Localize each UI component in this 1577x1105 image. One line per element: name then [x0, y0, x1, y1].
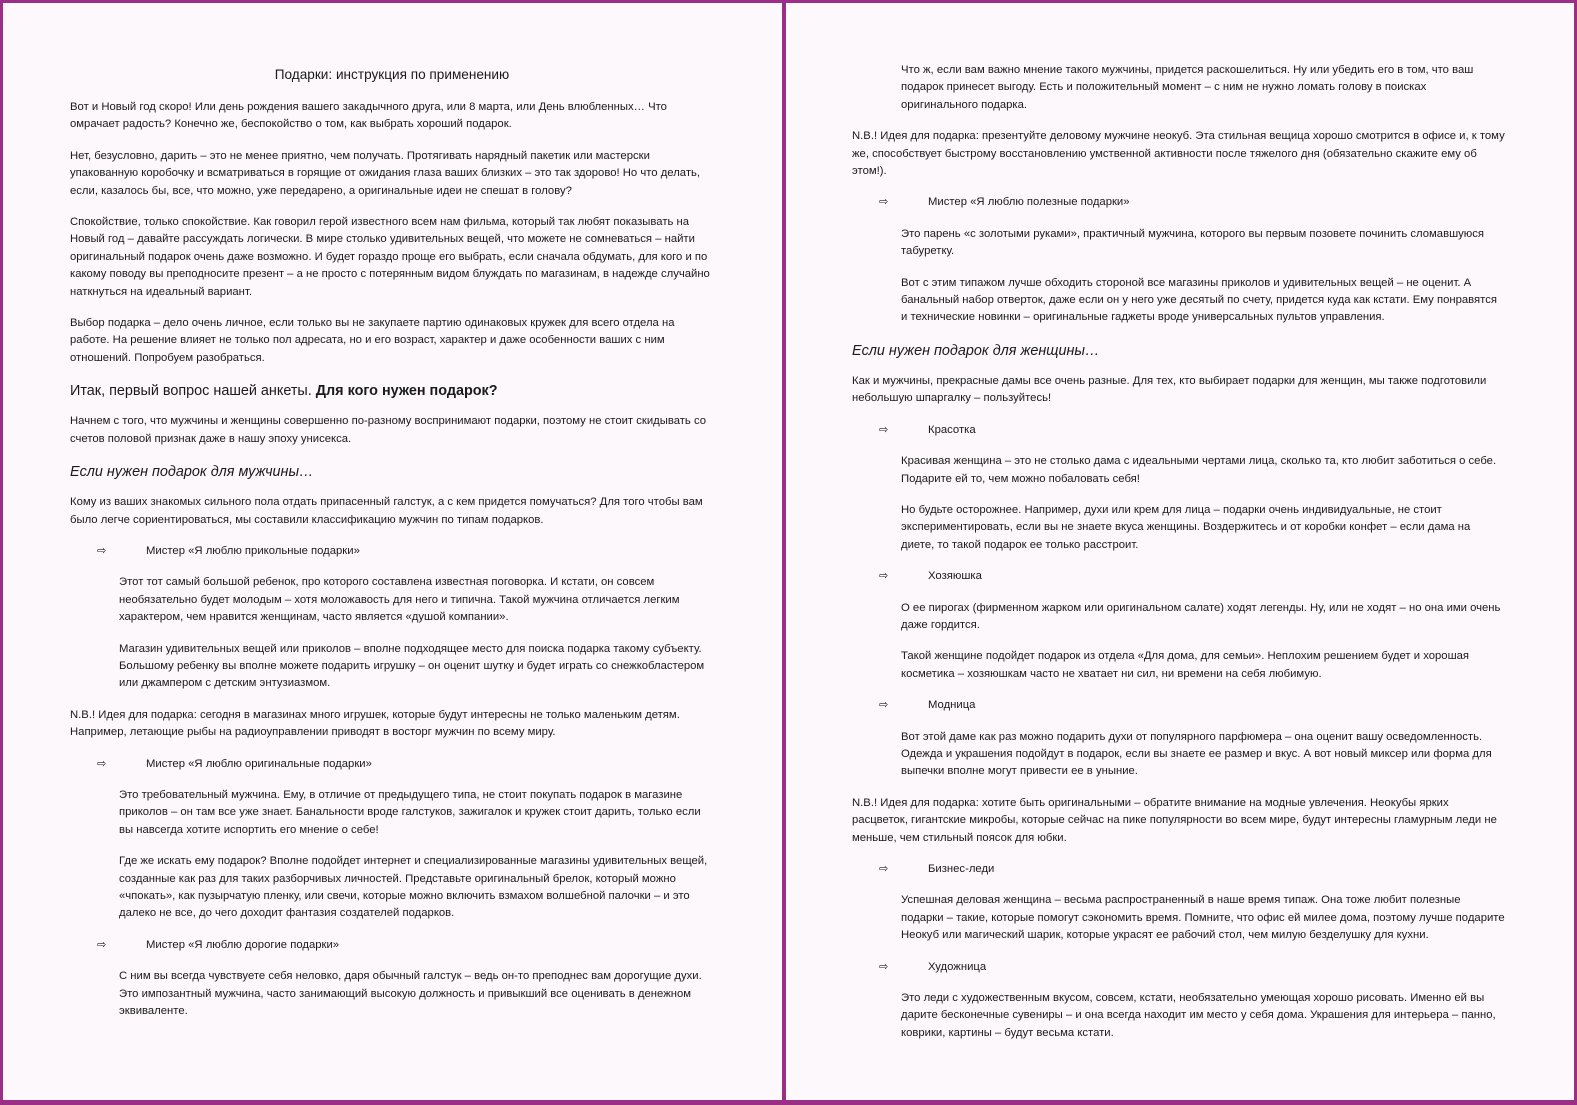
list-item-label: Мистер «Я люблю полезные подарки» — [928, 196, 1130, 209]
list-item — [879, 568, 1506, 585]
paragraph: Магазин удивительных вещей или приколов – вполне подходящее место для поиска подарка такому субъекту. Большому ребенку вы вполне можете подарить игрушку – он оценит шутку и будет играть со снежкобластером или джампером с детским энтузиазмом. — [119, 642, 705, 690]
arrow-right-icon: ⇨ — [879, 570, 889, 583]
list-item — [879, 422, 1506, 439]
document-title: Подарки: инструкция по применению — [274, 67, 510, 82]
paragraph: Этот тот самый большой ребенок, про которого составлена известная поговорка. И кстати, он совсем необязательно будет молодым – хотя моложавость для него и типична. Такой мужчина отличается легким характером, чем нравится женщинам, часто является «душой компании». — [119, 576, 680, 624]
nb-paragraph: N.B.! Идея для подарка: хотите быть оригинальными – обратите внимание на модные увлечения. Неокубы ярких расцветок, гигантские микробы, которые сейчас на пике популярности во всем мире, будут интересны гламурным леди не меньше, чем стильный поясок для юбки. — [852, 796, 1497, 844]
arrow-right-icon: ⇨ — [879, 423, 889, 436]
section-heading-plain: Итак, первый вопрос нашей анкеты. — [70, 383, 316, 400]
paragraph: Спокойствие, только спокойствие. Как говорил герой известного всем нам фильма, который так любят показывать на Новый год – давайте рассуждать логически. В мире столько удивительных вещей, что можете не сомневаться – найти оригинальный подарок очень даже возможно. И будет гораздо проще его выбрать, если сначала обдумать, для кого и по какому поводу вы преподносите презент – а не просто с потерянным видом блуждать по магазинам, в надежде случайно наткнуться на идеальный вариант. — [70, 216, 710, 298]
list-item — [97, 543, 714, 560]
list-item-label: Художница — [928, 960, 987, 973]
arrow-right-icon: ⇨ — [879, 699, 889, 712]
paragraph: Это леди с художественным вкусом, совсем, кстати, необязательно умеющая хорошо рисовать. Именно ей вы дарите бесконечные сувениры – и она всегда находит им место у себя дома. Украшения для интерьера – панно, коврики, картины – будут весьма кстати. — [901, 992, 1496, 1039]
list-item-label: Хозяюшка — [928, 570, 982, 583]
paragraph: С ним вы всегда чувствуете себя неловко, даря обычный галстук – ведь он-то преподнес вам дорогущие духи. Это импозантный мужчина, часто занимающий высокую должность и привыкший все оценивать в денежном эквиваленте. — [119, 970, 702, 1018]
arrow-right-icon: ⇨ — [879, 863, 889, 875]
page-right — [786, 3, 1574, 1100]
list-item-label: Модница — [928, 699, 976, 712]
paragraph: Что ж, если вам важно мнение такого мужчины, придется раскошелиться. Ну или убедить его в том, что ваш подарок принесет выгоду. Есть и положительный момент – с ним не нужно ломать голову в поисках оригинального подарка. — [901, 64, 1474, 111]
arrow-right-icon: ⇨ — [879, 960, 889, 973]
paragraph: Это требовательный мужчина. Ему, в отличие от предыдущего типа, не стоит покупать подарок в магазине приколов – он там все уже знает. Банальности вроде галстуков, зажигалок и кружек стоит дарить, только если вы навсегда хотите испортить его мнение о себе! — [119, 788, 701, 836]
list-item — [97, 937, 714, 954]
list-item-label: Красотка — [928, 423, 976, 436]
paragraph: Красивая женщина – это не столько дама с идеальными чертами лица, сколько та, кто любит заботиться о себе. Подарите ей то, чем можно побаловать себя! — [901, 455, 1497, 485]
nb-paragraph: N.B.! Идея для подарка: презентуйте деловому мужчине неокуб. Эта стильная вещица хорошо смотрится в офисе и, к тому же, способствует быстрому восстановлению умственной активности после тяжелого дня (обязательно скажите ему об этом!). — [852, 130, 1505, 178]
page-left — [3, 3, 782, 1100]
paragraph: Вот и Новый год скоро! Или день рождения вашего закадычного друга, или 8 марта, или День влюбленных… Что омрачает радость? Конечно же, беспокойство о том, как выбрать хороший подарок. — [70, 101, 667, 131]
paragraph: О ее пирогах (фирменном жарком или оригинальном салате) ходят легенды. Ну, или не ходят – но она ими очень даже гордится. — [901, 601, 1501, 631]
paragraph: Вот с этим типажом лучше обходить стороной все магазины приколов и удивительных вещей – не оценит. А банальный набор отверток, даже если он у него уже десятый по счету, придется куда как кстати. Ему понравятся и технические новинки – оригинальные гаджеты вроде универсальных пультов управления. — [901, 276, 1497, 324]
paragraph: Выбор подарка – дело очень личное, если только вы не закупаете партию одинаковых кружек для всего отдела на работе. На решение влияет не только пол адресата, но и его возраст, характер и даже особенности ваших с ним отношений. Попробуем разобраться. — [70, 317, 675, 364]
list-item-label: Мистер «Я люблю прикольные подарки» — [146, 544, 360, 557]
paragraph: Нет, безусловно, дарить – это не менее приятно, чем получать. Протягивать нарядный пакетик или мастерски упакованную коробочку и всматриваться в горящие от ожидания глаза ваших близких – это так здорово! Но что делать, если, казалось бы, все, что можно, уже передарено, а оригинальные идеи не спешат в голову? — [70, 149, 701, 197]
nb-paragraph: N.B.! Идея для подарка: сегодня в магазинах много игрушек, которые будут интересны не только маленьким детям. Например, летающие рыбы на радиоуправлении приводят в восторг мужчин по всему миру. — [70, 708, 680, 739]
section-heading-bold: Для кого нужен подарок? — [315, 383, 498, 400]
list-item — [97, 756, 714, 773]
paragraph: Успешная деловая женщина – весьма распространенный в наше время типаж. Она тоже любит полезные подарки – такие, которые помогут сэкономить время. Помните, что офис ей милее дома, поэтому лучше подарите Неокуб или магический шарик, которые украсят ее рабочий стол, чем милую безделушку для кухни. — [901, 894, 1505, 942]
arrow-right-icon: ⇨ — [97, 544, 107, 557]
list-item — [879, 959, 1506, 976]
paragraph: Кому из ваших знакомых сильного пола отдать припасенный галстук, а с кем придется помучаться? Для того чтобы вам было легче сориентироваться, мы составили классификацию мужчин по типам подарков. — [70, 496, 703, 526]
paragraph: Как и мужчины, прекрасные дамы все очень разные. Для тех, кто выбирает подарки для женщин, мы также подготовили небольшую шпаргалку – пользуйтесь! — [852, 374, 1487, 405]
paragraph: Где же искать ему подарок? Вполне подойдет интернет и специализированные магазины удивительных вещей, созданные как раз для таких разборчивых личностей. Представьте оригинальный брелок, который можно «чпокать», как пузырчатую пленку, или свечи, которые можно включить взмахом волшебной палочки – и это далеко не все, до чего доходит фантазия создателей подарков. — [119, 855, 708, 920]
list-item — [879, 194, 1506, 211]
paragraph: Такой женщине подойдет подарок из отдела «Для дома, для семьи». Неплохим решением будет и хорошая косметика – хозяюшкам часто не хватает ни сил, ни времени на себя любимую. — [901, 650, 1470, 680]
paragraph: Начнем с того, что мужчины и женщины совершенно по-разному воспринимают подарки, поэтому не стоит скидывать со счетов половой признак даже в нашу эпоху унисекса. — [70, 415, 707, 445]
women-heading: Если нужен подарок для женщины… — [852, 342, 1100, 359]
list-item-label: Мистер «Я люблю дорогие подарки» — [146, 938, 340, 951]
list-item-label: Мистер «Я люблю оригинальные подарки» — [146, 757, 372, 770]
paragraph: Но будьте осторожнее. Например, духи или крем для лица – подарки очень индивидуальные, не стоит экспериментировать, если вы не знаете вкуса женщины. Воздержитесь и от коробки конфет – если дама на диете, то такой подарок ее только расстроит. — [901, 503, 1471, 551]
list-item — [879, 697, 1506, 714]
list-item-label: Бизнес-леди — [928, 863, 995, 875]
list-item — [879, 861, 1506, 878]
paragraph: Вот этой даме как раз можно подарить духи от популярного парфюмера – она оценит вашу осведомленность. Одежда и украшения подойдут в подарок, если вы знаете ее размер и вкус. А вот новый миксер или форма для выпечки вполне могут привести ее в уныние. — [901, 730, 1492, 778]
section-heading — [70, 381, 714, 401]
arrow-right-icon: ⇨ — [879, 196, 889, 209]
arrow-right-icon: ⇨ — [97, 757, 107, 770]
arrow-right-icon: ⇨ — [97, 938, 107, 951]
men-heading: Если нужен подарок для мужчины… — [70, 464, 314, 481]
paragraph: Это парень «с золотыми руками», практичный мужчина, которого вы первым позовете починить сломавшуюся табуретку. — [901, 227, 1485, 258]
